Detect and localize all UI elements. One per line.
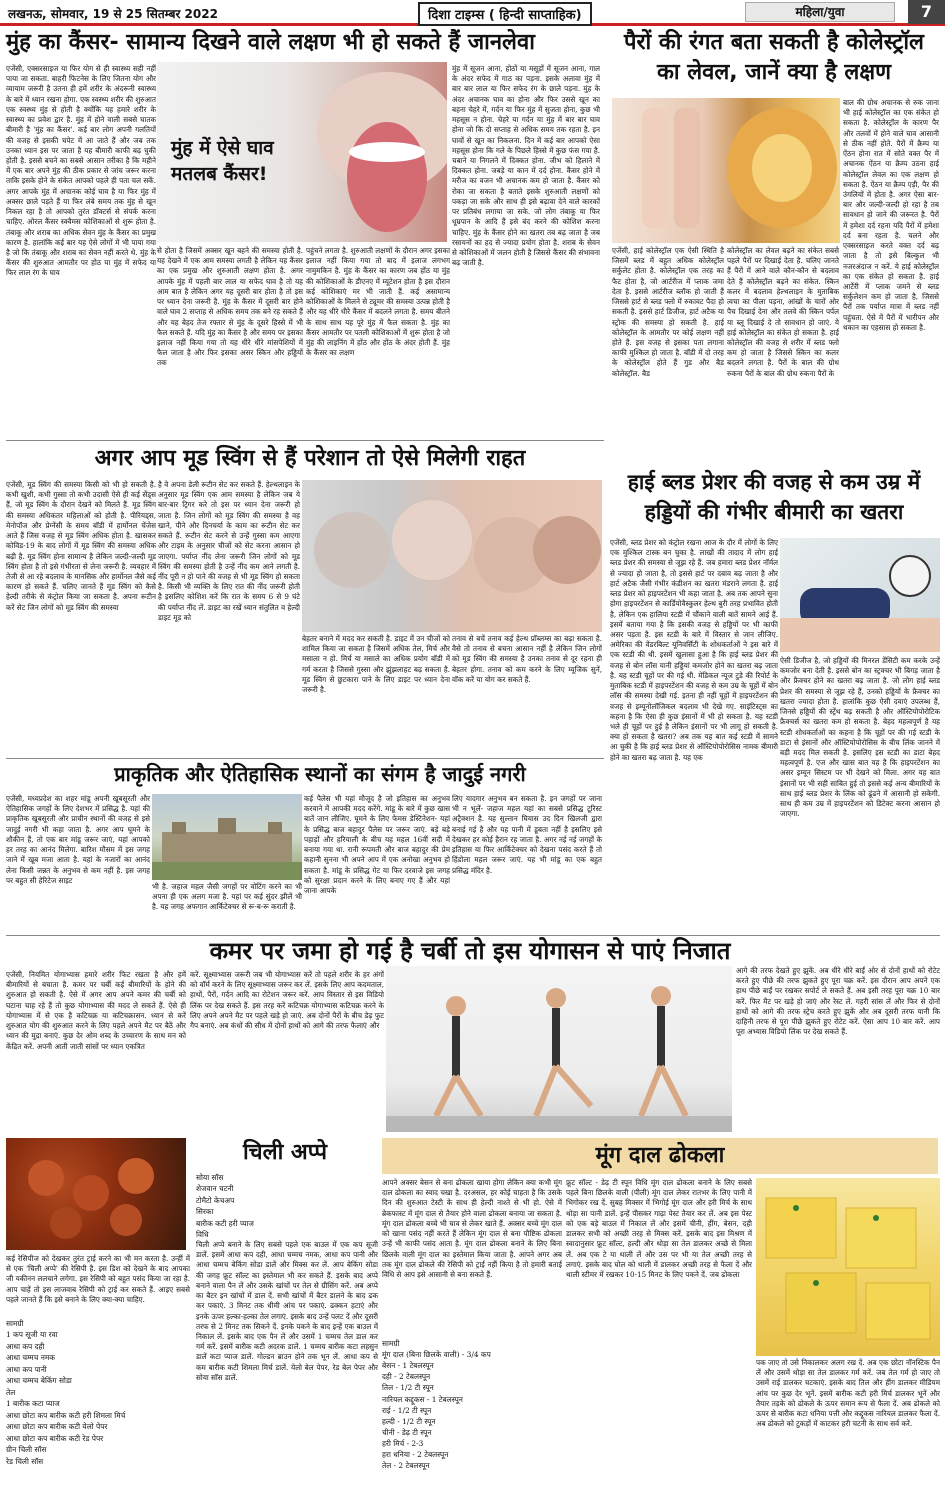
ingredient-item: शेजवान चटनी <box>196 1184 234 1194</box>
ingredient-item: तेल - 2 टेबलस्पून <box>382 1461 430 1471</box>
article-title-mandu: प्राकृतिक और ऐतिहासिक स्थानों का संगम है जादुई नगरी <box>114 762 526 786</box>
appe-balls-illustration <box>6 1138 186 1250</box>
article-body-mouth-cancer-col1: एजेंसी, एक्सरसाइज या फिर योग से ही स्वास्थ्य सही नहीं पाया जा सकता. बाहरी फिटनेस के लिए जितना योग और व्यायाम जरूरी है उतना ही हमें शरीर के अंदरूनी स्वास्थ्य के बारे में ध्यान रखना होगा. एक स्वस्थ्य शरीर की शुरुआत एक स्वस्थ्य मुंह से होती है क्योंकि यह हमारे शरीर के स्वास्थ्य का प्रवेश द्वार है. मुंह में होने वाली सबसे घातक बीमारी है 'मुंह का कैंसर'. कई बार लोग अपनी गलतियों की वजह से इसकी चपेट में आ जाते हैं और जब तक उनका ध्यान इस पर जाता है यह बीमारी काफी बढ़ चुकी होती है. इससे बचने का सबसे आसान तरीका है कि महीने में एक बार अपने मुंह की ठीक प्रकार से जांच जरूर करना ताकि इसके होने के संकेत आपको पहले ही पता चल सकें. अगर आपके मुंह में अचानक कोई घाव है या फिर मुंह में अक्सर छाले पड़ते हैं या फिर लंबे समय तक मुंह से खून निकल रहा है तो आपको तुरंत डॉक्टर्स से संपर्क करना चाहिए. ओरल कैंसर स्क्वैमस कोशिकाओं से शुरू होता है. तंबाकू और शराब का अधिक सेवन मुंह के कैंसर का प्रमुख कारण है. हालांकि कई बार यह ऐसे लोगों में भी पाया गया है जो कि तंबाकू और शराब का सेवन नहीं करते थे. मुंह के कैंसर की शुरुआत आमतौर पर होठ या मुंह में सफेद या फिर लाल रंग के घाव <box>6 64 156 278</box>
ingredient-item: सोया सॉस <box>196 1173 224 1182</box>
article-body-bp-bones-col1: एजेंसी, ब्लड प्रेशर को कंट्रोल रखना आज के दौर में लोगों के लिए एक मुश्किल टास्क बन चुका है. लाखों की तादाद में लोग हाई ब्लड प्रेशर की समस्या से जूझ रहे हैं. जब हमारा ब्लड प्रेशर नॉर्मल से ज्यादा हो जाता है, तो इससे हार्ट पर दबाव बढ़ जाता है और हार्ट अटैक जैसी गंभीर कंडीशन का खतरा मंडराने लगता है. हाई ब्लड प्रेशर को हाइपरटेंशन भी कहा जाता है. अब तक आपने सुना होगा हाइपरटेंशन से कार्डियोवैस्कुलर हेल्थ बुरी तरह प्रभावित होती है, लेकिन एक हालिया स्टडी में चौंकाने वाली बातें सामने आई हैं. इसमें बताया गया है कि इसकी वजह से हड्डियों पर भी काफी असर पड़ता है. इस स्टडी के बारे में विस्तार से जान लीजिए. अमेरिका की वेंडरबिल्ट यूनिवर्सिटी के शोधकर्ताओं ने इस बारे में एक स्टडी की थी. इसमें खुलासा हुआ है कि हाई ब्लड प्रेशर की वजह से बोन लॉस यानी हड्डियां कमजोर होने का खतरा बढ़ जाता है. यह स्टडी चूहों पर की गई थी. मेडिकल न्यूज टुडे की रिपोर्ट के मुताबिक स्टडी में हाइपरटेंशन की वजह से कम उम्र के चूहों में बोन लॉस की समस्या देखी गई. इतना ही नहीं चूहों में हाइपरटेंशन की वजह से इम्यूनोलॉजिकल बदलाव भी देखे गए. साइंटिस्ट्स का कहना है कि ऐसा ही कुछ इंसानों में भी हो सकता है. यह स्टडी भले ही चूहों पर हुई है लेकिन इंसानों पर भी लागू हो सकती है. क्या हो सकता है खतरा? अब तक यह बात कई स्टडी में सामने आ चुकी है कि हाई ब्लड प्रेशर से ऑस्टियोपोरोसिस नामक बीमारी होने का खतरा बढ़ जाता है. यह एक <box>610 538 778 762</box>
article-body-mood-swing-col4: तनाव से बचें तनाव कई हेल्थ प्रॉब्लम्स का बढ़ा सकता है. वैसे तो तनाव से बचना आसान नहीं है लेकिन जिन लोगों को मूड स्विंग की समस्या है उनका तनाव से दूर रहना ही बेहतर होगा. तनाव को कम करने के लिए म्यूजिक सुनें, वॉक करें या योग कर सकते हैं. <box>452 634 602 684</box>
ingredient-item: 1 बारीक कटा प्याज <box>6 1399 60 1409</box>
ingredient-item: नारियल कद्दूकस - 1 टेबलस्पून <box>382 1394 463 1404</box>
ingredient-item: चीनी - डेढ़ टी स्पून <box>382 1427 432 1437</box>
ingredient-item: आधा छोटा कप बारीक कटी येलो पेपर <box>6 1422 108 1432</box>
masthead-section: महिला/युवा <box>745 2 895 22</box>
overlay-text: मतलब कैंसर! <box>171 163 268 185</box>
photo-tongue <box>157 62 447 242</box>
recipe-method-dhokla-cont: पक जाए तो उसे निकालकर अलग रख दें. अब एक छोटा नॉनस्टिक पैन लें और उसमें थोड़ा सा तेल डालकर गर्म करें. जब तेल गर्म हो जाए तो उसमें राई डालकर चटकाएं. इसके बाद तिल और हींग डालकर मीडियम आंच पर कुछ देर भूनें. इसमें बारीक कटी हरी मिर्च डालकर भूनें और तैयार तड़के को ढोकले के ऊपर समान रूप से फैला दें. अब ढोकले को ऊपर से बारीक कटा धनिया पत्ती और कद्दूकस नारियल डालकर फैला दें. अब ढोकले को टुकड़ों में काटकर हरी चटनी के साथ सर्व करें. <box>756 1358 940 1429</box>
method-heading: विधि <box>196 1230 209 1240</box>
photo-overlay-line2 <box>171 160 267 186</box>
ingredient-item: आधा कप दही <box>6 1341 45 1351</box>
ingredient-item: हल्दी - 1/2 टी स्पून <box>382 1416 436 1426</box>
photo-overlay-line1: मुंह में ऐसे घाव <box>171 137 274 159</box>
ingredient-item: राई - 1/2 टी स्पून <box>382 1405 432 1415</box>
artery-illustration <box>612 98 840 243</box>
ingredient-item: तिल - 1/2 टी स्पून <box>382 1383 434 1393</box>
ingredient-item: बेसन - 1 टेबलस्पून <box>382 1361 434 1371</box>
ingredient-item: आधा छोटा कप बारीक कटी रेड पेपर <box>6 1433 104 1443</box>
ingredients-heading: सामग्री <box>382 1339 400 1348</box>
ingredient-item: टोमैटो केचअप <box>196 1195 235 1205</box>
photo-mood-swing-faces <box>302 480 602 632</box>
divider <box>6 440 604 441</box>
article-body-yoga-col1: एजेंसी, नियमित योगाभ्यास हमारे शरीर फिट रखता है और हमें बीमारियों से बचाता है. कमर पर चर्बी कई बीमारियों के होने की शुरुआत हो सकती है. ऐसे में अगर आप अपने कमर की चर्बी को घटाना चाह रहे हैं तो कुछ योगाभ्यास की मदद ले सकते हैं. ऐसे ही योगाभ्यास में से एक है कटिचक्र या कटिचक्रासन. ध्यान से करें शुरुआत योग की शुरुआत करने के लिए पहले अपने मैट पर बैठें और ध्यान की मुद्रा बनाएं. कुछ देर ओम शब्द के उच्चारण के साथ मन को केंद्रित करें. अपनी आती जाती सांसों पर ध्यान एकत्रित <box>6 970 186 1051</box>
ingredients-heading: सामग्री <box>6 1319 24 1328</box>
photo-dhokla <box>756 1178 940 1356</box>
faces-illustration <box>302 480 602 632</box>
ingredient-item: आधा छोटा कप बारीक कटी हरी शिमला मिर्च <box>6 1410 126 1420</box>
page-number: 7 <box>908 0 945 24</box>
ingredients-list-dhokla <box>382 1338 562 1471</box>
article-body-mandu-col2: कई पैलेस भी यहां मौजूद है जो इतिहास का अनुभव करवाने में आपकी मदद करेंगे. मांडू के बारे में कुछ खास बातें जान लीजिए. घूमने के लिए फेमस डेस्टिनेशन- यहां के प्रसिद्ध बाज बहादुर पैलेस पर जरूर जाएं. बड़े बड़े पहाड़ों और हरियाली के बीच यह महल 16वीं सदी में बनाया गया था. रानी रूपमती और बाज बहादुर की प्रेम कहानी सुनना भी अपने आप में एक अनोखा अनुभव हो सकता है. मांडू के प्रसिद्ध गेट या फिर दरवाजे इस जगह को सुरक्षा प्रदान करने के लिए बनाए गए हैं और यहां जाना आपके <box>304 794 450 895</box>
photo-chili-appe <box>6 1138 186 1250</box>
article-title-cholesterol-line2: का लेवल, जानें क्या है लक्षण <box>656 60 892 85</box>
ingredient-item: तेल <box>6 1387 16 1397</box>
divider <box>6 758 604 759</box>
article-body-mouth-cancer-col2: से होता है जिसमें अक्सर खून बहने की समस्या होती है. यह देखने में एक आम समस्या लगती है लेकिन यह कैंसर का एक प्रमुख और शुरुआती लक्षण होता है. अगर आपके मुंह में पहली बार लाल या सफेद घाव है तो यह आम बात है लेकिन अगर यह दूसरी बार होता है तो इस पर ध्यान देना जरूरी है. मुंह के कैंसर में दूसरी बार होने वाले घाव 2 सप्ताह से अधिक समय तक बने रह सकते हैं और यह बेहद तेज रफ्तार से मुंह के दूसरे हिस्से में भी फैल सकते हैं. यदि मुंह का कैंसर है और समय पर इसका इलाज नहीं किया गया तो यह धीरे धीरे मांसपेशियों में फैल जाता है और फिर इसका असर स्किन और हड्डियों तक <box>157 246 303 368</box>
photo-feet-cholesterol <box>612 98 840 243</box>
ingredient-item: रेड चिली सॉस <box>6 1456 44 1466</box>
ingredient-item: ग्रीन चिली सॉस <box>6 1445 47 1455</box>
article-body-cholesterol-col1: बाल की ग्रोथ अचानक से रुक जाना भी हाई कोलेस्ट्रॉल का एक संकेत हो सकता है. कोलेस्ट्रॉल के कारण पैर और तलवों में होने वाले घाव आसानी से ठीक नहीं होते. पैरों में क्रैम्प या ऐंठन होना रात में सोते वक्त पैर में अचानक ऐंठन या क्रैम्प उठना हाई कोलेस्ट्रॉल लेवल का एक लक्षण हो सकता है. ऐंठन या क्रैम्प एड़ी, पैर की उंगलियों में होता है. अगर ऐसा बार-बार और जल्दी-जल्दी हो रहा है तब सावधान हो जाने की जरूरत है. पैरों में हमेशा दर्द रहना यदि पैरों में हमेशा दर्द बना रहता है. चलने और एक्सरसाइज करते वक्त दर्द बढ़ जाता है तो इसे बिल्कुल भी नजरअंदाज न करें. ये हाई कोलेस्ट्रॉल का एक संकेत हो सकता है. हाई आर्टेरी में प्लाक जमने से ब्लड सर्कुलेशन कम हो जाता है, जिससे पैरों तक पर्याप्त मात्रा में ब्लड नहीं पहुंचता. ऐसे में पैरों में भारीपन और थकान का एहसास हो सकता है. <box>843 98 939 332</box>
article-body-yoga-col2: करें. सूक्ष्माभ्यास जरूरी जब भी योगाभ्यास करें तो पहले शरीर के हर अंगों को वॉर्म करने के लिए सूक्ष्माभ्यास जरूर कर लें. इसके लिए आप कदमताल, हाथों, पैरों, गर्दन आदि का रोटेशन जरूर करें. आप विस्तार से इस विडियो लिंक पर देख सकते हैं. इस तरह करें कटिचक्र योगाभ्यास कटिचक्र करने के लिए अपने अपने मैट पर पहले खड़े हो जाएं. अब दोनों पैरों के बीच डेढ़ फुट गैप बनाएं. अब कंधों की सीध में दोनों हाथों को आगे की तरफ फैलाएं और <box>190 970 384 1031</box>
article-title-bp-bones-line2: हड्डियों की गंभीर बीमारी का खतरा <box>644 500 904 524</box>
article-body-bp-bones-col2: ऐसी डिजीज है, जो हड्डियों की मिनरल डेंसिटी कम करके उन्हें कमजोर बना देती है. इससे बोन का स्ट्रक्चर भी बिगड़ जाता है और फ्रैक्चर होने का खतरा बढ़ जाता है. जो लोग हाई ब्लड प्रेशर की समस्या से जूझ रहे हैं, उनको हड्डियों के फ्रैक्चर का खतरा ज्यादा होता है. हालांकि कुछ ऐसी दवाएं उपलब्ध हैं, जिनसे हड्डियों की स्ट्रेंथ बढ़ सकती है और ऑस्टियोपोरोटिक फ्रैक्चर्स का खतरा कम हो सकता है. बेहद महत्वपूर्ण है यह स्टडी शोधकर्ताओं का कहना है कि चूहों पर की गई स्टडी के डाटा से इंसानों और ऑस्टियोपोरोसिस के बीच लिंक जानने में बड़ी मदद मिल सकती है. इसलिए इस स्टडी का डाटा बेहद महत्वपूर्ण है. एज और खास बात यह है कि हाइपरटेंशन का असर इम्यून सिस्टम पर भी देखने को मिला. अगर यह बात इंसानों पर भी सही साबित हुई तो इससे कई अन्य बीमारियों के साथ हाई ब्लड प्रेशर के लिंक को ढूंढने में आसानी हो सकेगी. साथ ही कम उम्र में हाइपरटेंशन को डिटेक्ट करना आसान हो जाएगा. <box>780 656 940 819</box>
ingredient-item: आधा कप पानी <box>6 1364 47 1374</box>
ingredient-item: आधा चम्मच बेकिंग सोडा <box>6 1376 72 1386</box>
recipe-method-chili-appe: चिली अप्पे बनाने के लिए सबसे पहले एक बाउल में एक कप सूजी डालें. इसमें आधा कप दही, आधा चम्मच नमक, आधा कप पानी और आधा चम्मच बेकिंग सोडा डालें और मिक्स कर लें. आप बेकिंग सोडा की जगह फ्रूट सॉल्ट का इस्तेमाल भी कर सकते हैं. इसके बाद अप्पे बनाने वाला पैन लें और उसके खांचों पर तेल से ग्रीसिंग करें. अब अप्पे का बैटर इन खांचों में डाल दें. सभी खांचों में बैटर डालने के बाद ढक कर पकाएं. 3 मिनट तक धीमी आंच पर पकाएं. ढक्कन हटाएं और इनके ऊपर हल्का-हल्का तेल लगाएं. इसके बाद उन्हें पलट दें और दूसरी तरफ से 2 मिनट तक सिकने दें. इनके पकने के बाद इन्हें एक बाउल में निकाल लें. इसके बाद एक पैन लें और उसमें 1 चम्मच तेल डाल कर गर्म करें. इसमें बारीक कटी अदरक डालें. 1 चम्मच बारीक कटा लहसुन डालें कटा प्याज डालें. गोल्डन ब्राउन होने तक भून लें. आधा कप से कम बारीक कटी शिमला मिर्च डालें. येलो बेल पेपर, रेड बेल पेपर और सोया सॉस डालें. <box>196 1240 378 1382</box>
article-body-mouth-cancer-col3: पहुंचने लगता है. शुरुआती लक्षणों के दौरान अगर इसका इलाज नहीं किया गया तो बाद में इलाज लगभग नामुमकिन है. मुंह के कैंसर का कारण जब होंठ या मुंह की कोशिकाओं के डीएनए में म्यूटेशन होता है इस दौरान कई कोशिकाएं मर भी जाती हैं. कई असामान्य कोशिकाओं के मिलने से ट्यूमर की समस्या उत्पन्न होती है और यह धीरे धीरे कैंसर में बदलने लगता है. समय बीतने के साथ साथ यह पूरे मुंह में फैल सकता है. मुंह का कैंसर आमतौर पर पतली कोशिकाओं में शुरू होता है जो मुंह की लाइनिंग में होंठ और होंठ के अंदर होती हैं. मुंह के कैंसर का लक्षण <box>306 246 450 358</box>
article-title-yoga-belly-fat: कमर पर जमा हो गई है चर्बी तो इस योगासन से पाएं निजात <box>209 937 731 965</box>
ingredient-item: दही - 2 टेबलस्पून <box>382 1372 431 1382</box>
bp-monitor-illustration <box>780 538 940 652</box>
article-body-yoga-col3: आगे की तरफ देखते हुए झुकें. अब धीरे धीरे बाईं ओर से दोनों हाथों को रोटेट करते हुए पीछे की तरफ झुकते हुए पूरा चक्र करें. इस दौरान आप अपने एक हाथ पीछे बाईं पर रखकर सपोर्ट ले सकते हैं. अब इसी तरह पूरा चक्र 10 बार करें. फिर मैट पर खड़े हो जाएं और रेस्ट लें. गहरी सांस लें और फिर से दोनों हाथों को आगे की तरफ स्ट्रेच करते हुए झुकें और अब दूसरी तरफ यानी कि दाहिनी तरफ से पूरा पीछे झुकते हुए रोटेट करें. ऐसा आप 10 बार करें. आप पूरा अभ्यास विडियो लिंक पर देख सकते हैं. <box>736 966 940 1037</box>
photo-mandu-palace <box>152 794 302 880</box>
recipe-intro-dhokla: आपने अक्सर बेसन से बना ढोकला खाया होगा लेकिन क्या कभी मूंग दाल ढोकला का स्वाद चखा है. दरअसल, हर कोई चाहता है कि उसके दिन की शुरुआत टेस्टी के साथ ही हेल्दी नाश्ते से भी हो. ऐसे में ब्रेकफास्ट में मूंग दाल से तैयार होने वाला ढोकला बनाया जा सकता है. मूंग दाल ढोकला बच्चे भी चाव से लेकर खाते हैं. अक्सर बच्चे मूंग दाल को खाना पसंद नहीं करते हैं लेकिन मूंग दाल से बना पौष्टिक ढोकला उन्हें भी काफी पसंद आता है. मूंग दाल ढोकला बनाने के लिए बिना छिलके वाली मूंग दाल का इस्तेमाल किया जाता है. आपने अगर अब तक मूंग दाल ढोकले की रेसिपी को ट्राई नहीं किया है तो हमारी बताई विधि से आप इसे आसानी से बना सकते हैं. <box>382 1178 562 1279</box>
recipe-title-chili-appe: चिली अप्पे <box>242 1140 328 1165</box>
article-body-mood-swing-col2: है वे अपना डेली रूटीन सेट कर सकते हैं. हेल्थलाइन के अनुसार मूड स्विंग एक आम समस्या है लेकिन जब ये बार-बार ट्रिगर करे तो इस पर ध्यान देना जरूरी हो जाता है. जिन लोगों को मूड स्विंग की समस्या है वह खाने, पीने और दिनचर्या के काम का रूटीन सेट कर सकते हैं. रूटीन सेट करने से उन्हें गुस्सा कम आएगा और टाइम के अनुसार चीजों को सेट करना आसान हो जाएगा. पर्याप्त नींद लेना जरूरी जिन लोगों को मूड स्विंग की समस्या होती है उन्हें नींद कम आने लगती है. नींद पूरी न हो पाने की वजह से भी मूड स्विंग हो सकता है. किसी भी व्यक्ति के लिए रात की नींद जरूरी होती है इसलिए कोशिश करें कि रात के समय 6 से 9 घंटे की पर्याप्त नींद लें. डाइट का रखें ध्यान संतुलित व हेल्दी डाइट मूड को <box>158 480 300 622</box>
ingredient-item: हरी मिर्च - 2-3 <box>382 1438 424 1448</box>
article-body-mandu-col1: एजेंसी, मध्यप्रदेश का शहर मांडू अपनी खूबसूरती और ऐतिहासिक जगहों के लिए देशभर में प्रसिद्ध है. यहां की प्राकृतिक खूबसूरती और प्राचीन स्थानों की वजह से इसे जादुई नगरी भी कहा जाता है. अगर आप घूमने के शौकीन हैं, तो एक बार मांडू जरूर जाएं, यहां आपको हर तरह का आनंद मिलेगा. बारिश मौसम में इस जगह जाने में खूब मजा आता है. यहां के नजारों का आनंद लेना किसी जन्नत के अनुभव से कम नहीं है. इस जगह पर बहुत सी हेरिटेज साइट <box>6 794 150 885</box>
photo-blood-pressure-check <box>780 538 940 652</box>
article-body-mood-swing-col3: बेहतर बनाने में मदद कर सकती है. डाइट में उन चीजों को शामिल किया जा सकता है जिसमें अधिक तेल, मिर्च और मसाला न हो. मिर्च या मसाले का अधिक प्रयोग बॉडी में गर्म करता है जिससे गुस्सा और झुंझलाहट बढ़ सकता है. मूड स्विंग से छुटकारा पाने के लिए डाइट पर ध्यान देना जरूरी है. <box>302 634 450 695</box>
ingredient-item: आधा चम्मच नमक <box>6 1353 55 1363</box>
article-title-mood-swing: अगर आप मूड स्विंग से हैं परेशान तो ऐसे मिलेगी राहत <box>94 446 526 471</box>
ingredient-item: सिरका <box>196 1207 214 1217</box>
dhokla-pieces-illustration <box>756 1178 940 1356</box>
divider <box>6 935 940 936</box>
article-body-mouth-cancer-col4: मुंह में सूजन आना, होठों या मसूड़ों में सूजन आना, गाल के अंदर सफेद में गाठ का पड़ना. इसके अलावा मुंह में बार बार लाल या फिर सफेद रंग के छाले पड़ना. मुंह के अंदर अचानक घाव का होना और फिर उससे खून का बहना चेहरे में, गर्दन या फिर मुंह में सुजता होना, कुछ भी महसूस न होना. चेहरे या गर्दन या मुंह में बार बार घाव होना जो कि दो सप्ताह से अधिक समय तक रहता है. इन घावों से खून का निकलना. दिन में कई बार आपको ऐसा महसूस होना कि गले के पिछले हिस्से में कुछ फंस गया है. चबाने या निगलने में दिक्कत होना. जीभ को हिलाने में दिक्कत होना. जबड़े या कान में दर्द होना. कैंसर होने में मरीज का वजन भी अचानक कम हो जाता है. कैंसर को रोका जा सकता है बताते इसके शुरुआती लक्षणों को पकड़ा जा सके और साथ ही इसे बढ़ावा देने वाले कारकों पर प्रतिबंध लगाया जा सके. जो लोग तंबाकू या फिर धूम्रपान के आदि हैं इसे बंद करने की कोशिश करना चाहिए. मुंह के कैंसर होने का खतरा तब बढ़ जाता है जब रसायनों का हद से ज्यादा प्रयोग होता है. शराब के सेवन से कोशिकाओं में जलन होती है जिससे कैंसर की संभावना बढ़ जाती है. <box>452 64 600 268</box>
article-title-mouth-cancer: मुंह का कैंसर- सामान्य दिखने वाले लक्षण भी हो सकते हैं जानलेवा <box>6 30 535 55</box>
yoga-figures-illustration <box>386 966 732 1132</box>
article-body-cholesterol-col3: कोलेस्ट्रॉल का लेवल बढ़ने का संकेत सबसे पहले पैरों पर दिखाई देता है. चलिए जानते हैं पैरों में आने वाले कौन-कौन से बदलाव देते हैं कोलेस्ट्रॉल बढ़ने का संकेत. स्किन कलर में बदलाव हेल्थलाइन के मुताबिक त्वचा का पीला पड़ना, आंखों के चारों ओर पैच दिखाई देना और तलवे की स्किन पर्पल या ब्लू दिखाई दे तो सावधान हो जाएं. ये हाई कोलेस्ट्रॉल का संकेत हो सकता है. हाई कोलेस्ट्रॉल की वजह से शरीर में ब्लड फ्लो कम हो जाता है जिससे स्किन का कलर बदलने लगता है. पैरों के बाल की ग्रोथ रुकना पैरों के बाल की ग्रोथ रुकना पैरों के <box>727 246 839 378</box>
article-body-cholesterol-col2: एजेंसी, हाई कोलेस्ट्रॉल एक ऐसी स्थिति है जिसमें ब्लड में बहुत अधिक कोलेस्ट्रॉल सर्कुलेट होता है. कोलेस्ट्रॉल एक तरह का फैट होता है, जो आर्टरीज में प्लाक जमा देता है. इससे आर्टरीज ब्लॉक हो जाती हैं जिससे हार्ट से ब्लड फ्लो में रुकावट पैदा हो सकती है. इससे हार्ट डिजीज, हार्ट अटैक या स्ट्रोक की समस्या हो सकती है. हाई कोलेस्ट्रॉल के आमतौर पर कोई लक्षण नहीं होते हैं. इस वजह से इसका पता लगाना काफी मुश्किल हो जाता है. बॉडी में दो तरह के कोलेस्ट्रॉल होते हैं गुड और बैड कोलेस्ट्रॉल. बैड <box>612 246 724 378</box>
ingredients-list-chili-appe <box>6 1318 190 1467</box>
article-title-cholesterol-line1: पैरों की रंगत बता सकती है कोलेस्ट्रॉल <box>624 30 924 55</box>
palace-illustration <box>152 794 302 880</box>
recipe-method-dhokla: फ्रूट सॉल्ट - डेढ़ टी स्पून विधि मूंग दाल ढोकला बनाने के लिए सबसे पहले बिना छिलके वाली (पीली) मूंग दाल लेकर रातभर के लिए पानी में भिगोकर रख दें. सुबह मिक्सर में भिगोई मूंग दाल और हरी मिर्च के साथ थोड़ा सा पानी डालें. इन्हें पीसकर गाढ़ा पेस्ट तैयार कर लें. अब इस पेस्ट को एक बड़े बाउल में निकाल लें और इसमें चीनी, हींग, बेसन, दही डालकर सभी को अच्छी तरह से मिक्स करें. इसके बाद इस मिश्रण में स्वादानुसार फ्रूट सॉल्ट, हल्दी और थोड़ा सा तेल डालकर अच्छे से मिला लें. अब एक टे या थाली लें और उस पर भी या तेल अच्छी तरह से लगाएं. इसके बाद घोल को थाली में डालकर अच्छी तरह से फैला दें और थाली स्टीमर में रखकर 10-15 मिनट के लिए पकने दें. जब ढोकला <box>566 1178 752 1279</box>
article-body-mood-swing-col1: एजेंसी, मूड स्विंग की समस्या किसी को भी हो सकती है. कभी खुशी, कभी गुस्सा तो कभी उदासी ऐसे ही कई सेंड्स हैं, जो मूड स्विंग के दौरान देखने को मिलते हैं. मूड स्विंग की समस्या अधिकतर महिलाओं को होती है. पीरियड्स, मेनोपॉज और प्रेग्नेंसी के समय बॉडी में हार्मोनल चेंजेस आते हैं जिस वजह से मूड स्विंग अधिक होता है. खासकर कोविड-19 के बाद लोगों में मूड स्विंग की समस्या अधिक बढ़ी है. मूड स्विंग होना सामान्य है लेकिन जल्दी-जल्दी मूड स्विंग होता है तो इसे गंभीरता से लेना जरूरी है. व्यवहार में तेजी से आ रहे बदलाव के मानसिक और हार्मोनल जैसे कई कारण हो सकते हैं. चलिए जानते हैं मूड स्विंग को कैसे हेल्दी तरीके से कंट्रोल किया जा सकता है. अपना रूटीन करें सेट जिन लोगों को मूड स्विंग की समस्या <box>6 480 156 612</box>
recipe-title-moong-dal-dhokla: मूंग दाल ढोकला <box>382 1138 938 1174</box>
ingredient-item: मूंग दाल (बिना छिलके वाली) - 3/4 कप <box>382 1350 491 1360</box>
ingredient-item: हरा धनिया - 2 टेबलस्पून <box>382 1450 449 1460</box>
ingredients-list-chili-appe-2 <box>196 1172 376 1241</box>
masthead-paper-name: दिशा टाइम्स ( हिन्दी साप्ताहिक) <box>418 2 592 26</box>
article-body-mandu-col3: लिए यादगार अनुभव बन सकता है. इन जगहों पर जाना भी न भूलें- जहाज महल यहां का सबसे प्रसिद्ध टूरिस्ट अट्रैक्शन है. यह सुल्तान घियास उद दिन खिलजी द्वारा बनाई गई है और यह पानी में डूबता नहीं है इसलिए इसे देखकर हर कोई हैरान रह जाता है. अगर नई नई जगहों के इतिहास या फिर आर्किटेक्चर को देखना पसंद करते हैं तो हिंडोला महल जरूर जाएं. यह भी मांडू का एक बहुत प्रसिद्ध मंदिर है. <box>452 794 602 875</box>
article-title-bp-bones-line1: हाई ब्लड प्रेशर की वजह से कम उम्र में <box>627 470 921 494</box>
article-body-mandu-caption: भी है. जहाज महल जैसी जगहों पर वोटिंग करने का भी अपना ही एक अलग मजा है. यहां पर कई सुंदर झीलें भी है. यह जगह अफगान आर्किटेक्चर से रू-ब-रू कराती है. <box>152 882 302 912</box>
recipe-intro-chili-appe: कई रेसिपीज को देखकर तुरंत ट्राई करने का भी मन करता है. उन्हीं में से एक 'चिली अप्पे' की रेसिपी है. इस डिश को देखने के बाद आपका जी यकीनन ललचाने लगेगा. इस रेसिपी को बहुत पसंद किया जा रहा है. आप चाहें तो इस लाजवाब रेसिपी को ट्राई कर सकते हैं. आइए सबसे पहले जानते हैं कि इसे बनाने के लिए क्या-क्या चाहिए. <box>6 1254 190 1304</box>
ingredient-item: बारीक कटी हरी प्याज <box>196 1218 254 1228</box>
ingredient-item: 1 कप सूजी या रवा <box>6 1330 58 1340</box>
masthead-date: लखनऊ, सोमवार, 19 से 25 सितम्बर 2022 <box>8 7 218 21</box>
photo-yoga-poses <box>386 966 732 1132</box>
